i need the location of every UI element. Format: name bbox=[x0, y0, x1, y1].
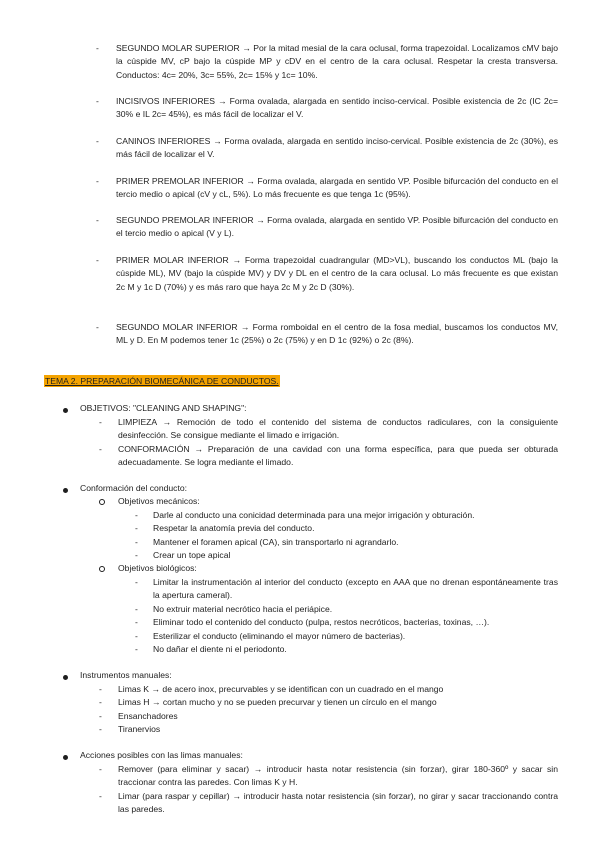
instrumentos-item: Limas H → cortan mucho y no se pueden precurvar y tienen un círculo en el mango bbox=[118, 697, 437, 707]
instrumentos-item: Ensanchadores bbox=[118, 711, 178, 721]
dash-marker: - bbox=[135, 631, 138, 641]
list-item-text: CANINOS INFERIORES → Forma ovalada, alargada en sentido inciso-cervical. Posible existencia de 2c (30%), es más fácil de localizar el V. bbox=[116, 136, 558, 160]
mecanicos-item: Mantener el foramen apical (CA), sin transportarlo ni agrandarlo. bbox=[153, 537, 399, 547]
dash-marker: - bbox=[99, 417, 102, 427]
acciones-item: Limar (para raspar y cepillar) → introducir hasta notar resistencia (sin forzar), no girar y sacar traccionando contra las paredes. bbox=[118, 791, 558, 815]
list-item-text: SEGUNDO MOLAR INFERIOR → Forma romboidal en el centro de la fosa medial, buscamos los conductos MV, ML y D. En M podemos tener 1c (25%) o 2c (75%) y en D 1c (92%) o 2c (8%). bbox=[116, 322, 558, 346]
dash-marker: - bbox=[96, 176, 99, 186]
dash-marker: - bbox=[99, 697, 102, 707]
objetivos-item: CONFORMACIÓN → Preparación de una cavidad con una forma específica, para que pueda ser obturada adecuadamente. Se logra mediante el limado. bbox=[118, 444, 558, 468]
mecanicos-item: Crear un tope apical bbox=[153, 550, 231, 560]
mecanicos-item: Respetar la anatomía previa del conducto. bbox=[153, 523, 315, 533]
list-item bbox=[96, 254, 558, 294]
dash-marker: - bbox=[99, 684, 102, 694]
bullet-dot bbox=[63, 755, 68, 760]
dash-marker: - bbox=[135, 617, 138, 627]
bullet-dot bbox=[63, 408, 68, 413]
dash-marker: - bbox=[96, 215, 99, 225]
dash-marker: - bbox=[135, 550, 138, 560]
biologicos-item: No extruir material necrótico hacia el periápice. bbox=[153, 604, 333, 614]
acciones-item: Remover (para eliminar y sacar) → introducir hasta notar resistencia (sin forzar), girar 180-360º y sacar sin traccionar contra las paredes. Con limas K y H. bbox=[118, 764, 558, 788]
section-title: TEMA 2. PREPARACIÓN BIOMECÁNICA DE CONDUCTOS. bbox=[45, 376, 279, 386]
dash-marker: - bbox=[135, 577, 138, 587]
dash-marker: - bbox=[96, 96, 99, 106]
biologicos-item: No dañar el diente ni el periodonto. bbox=[153, 644, 287, 654]
biologicos-item: Eliminar todo el contenido del conducto (pulpa, restos necróticos, bacterias, toxinas, …). bbox=[153, 617, 490, 627]
dash-marker: - bbox=[135, 644, 138, 654]
dash-marker: - bbox=[135, 510, 138, 520]
bullet-dot bbox=[63, 675, 68, 680]
list-item bbox=[96, 214, 558, 241]
dash-marker: - bbox=[96, 43, 99, 53]
dash-marker: - bbox=[99, 764, 102, 774]
list-item bbox=[96, 321, 558, 348]
dash-marker: - bbox=[96, 255, 99, 265]
instrumentos-item: Limas K → de acero inox, precurvables y se identifican con un cuadrado en el mango bbox=[118, 684, 444, 694]
dash-marker: - bbox=[99, 444, 102, 454]
list-item bbox=[96, 42, 558, 82]
instrumentos-heading: Instrumentos manuales: bbox=[80, 670, 172, 680]
list-item bbox=[96, 95, 558, 122]
bullet-dot bbox=[63, 488, 68, 493]
biologicos-heading: Objetivos biológicos: bbox=[118, 563, 197, 573]
dash-marker: - bbox=[99, 711, 102, 721]
bullet-circle bbox=[99, 499, 105, 505]
list-item-text: PRIMER MOLAR INFERIOR → Forma trapezoidal cuadrangular (MD>VL), buscando los conductos ML (bajo la cúspide ML), MV (bajo la cúspide MV) y DV y DL en el centro de la cara oclusal. Lo más frecuente es que existan 2c M y 1c D (70%) y es más raro que haya 2c M y 2c D (30%). bbox=[116, 255, 558, 292]
acciones-heading: Acciones posibles con las limas manuales: bbox=[80, 750, 243, 760]
dash-marker: - bbox=[99, 791, 102, 801]
list-item-text: SEGUNDO PREMOLAR INFERIOR → Forma ovalada, alargada en sentido VP. Posible bifurcación del conducto en el tercio medio o apical (V y L). bbox=[116, 215, 558, 239]
objetivos-heading: OBJETIVOS: "CLEANING AND SHAPING": bbox=[80, 403, 247, 413]
list-item bbox=[96, 175, 558, 202]
dash-marker: - bbox=[96, 136, 99, 146]
dash-marker: - bbox=[135, 523, 138, 533]
list-item-text: PRIMER PREMOLAR INFERIOR → Forma ovalada, alargada en sentido VP. Posible bifurcación del conducto en el tercio medio o apical (cV y cL, 5%). Lo más frecuente es que tenga 1c (95%). bbox=[116, 176, 558, 200]
instrumentos-item: Tiranervios bbox=[118, 724, 161, 734]
dash-marker: - bbox=[96, 322, 99, 332]
biologicos-item: Limitar la instrumentación al interior del conducto (excepto en AAA que no drenan espontáneamente tras la apertura cameral). bbox=[153, 577, 558, 601]
dash-marker: - bbox=[135, 604, 138, 614]
dash-marker: - bbox=[135, 537, 138, 547]
mecanicos-heading: Objetivos mecánicos: bbox=[118, 496, 200, 506]
list-item-text: SEGUNDO MOLAR SUPERIOR → Por la mitad mesial de la cara oclusal, forma trapezoidal. Localizamos cMV bajo la cúspide MV, cP bajo la cúspide MP y cDV en el centro de la cara oclusal. Respetar la cresta transversa. Conductos: 4c= 20%, 3c= 55%, 2c= 15% y 1c= 10%. bbox=[116, 43, 558, 80]
bullet-circle bbox=[99, 566, 105, 572]
dash-marker: - bbox=[99, 724, 102, 734]
biologicos-item: Esterilizar el conducto (eliminando el mayor número de bacterias). bbox=[153, 631, 406, 641]
objetivos-item: LIMPIEZA → Remoción de todo el contenido del sistema de conductos radiculares, con la consiguiente desinfección. Se consigue mediante el limado e irrigación. bbox=[118, 417, 558, 441]
conformacion-heading: Conformación del conducto: bbox=[80, 483, 188, 493]
list-item-text: INCISIVOS INFERIORES → Forma ovalada, alargada en sentido inciso-cervical. Posible existencia de 2c (IC 2c= 30% e IL 2c= 45%), es más fácil de localizar el V. bbox=[116, 96, 558, 120]
mecanicos-item: Darle al conducto una conicidad determinada para una mejor irrigación y obturación. bbox=[153, 510, 475, 520]
list-item bbox=[96, 135, 558, 162]
